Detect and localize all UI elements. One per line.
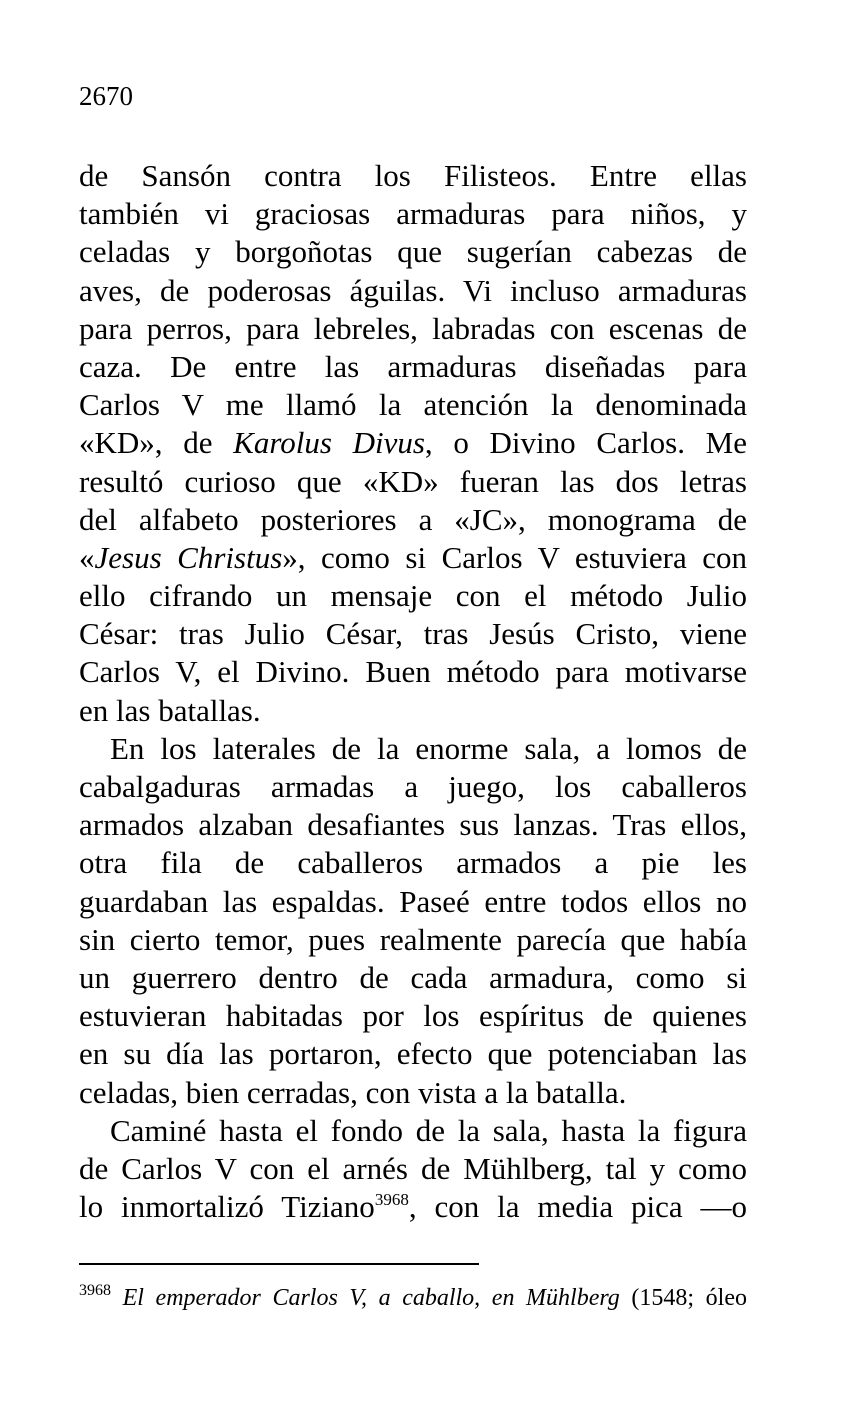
italic-title: Jesus Christus <box>94 539 283 575</box>
text-line: cabalgaduras armadas a juego, los caballeros <box>79 769 747 804</box>
text-line: César: tras Julio César, tras Jesús Cristo, viene <box>79 616 747 652</box>
text-segment: , con la media pica —o <box>408 1189 747 1225</box>
footnote-divider <box>79 1263 479 1265</box>
text-line <box>79 539 747 577</box>
text-line: guardaban las espaldas. Paseé entre todos ellos no <box>79 883 747 919</box>
text-line: un guerrero dentro de cada armadura, como si <box>79 959 747 995</box>
text-line: de Sansón contra los Filisteos. Entre ellas <box>79 158 747 193</box>
footnote-text: (1548; óleo <box>619 1285 748 1311</box>
text-line: resultó curioso que «KD» fueran las dos letras <box>79 463 747 499</box>
text-line: celadas y borgoñotas que sugerían cabezas de <box>79 234 747 270</box>
body-text <box>79 157 747 1226</box>
text-line: Carlos V, el Divino. Buen método para motivarse <box>79 654 747 690</box>
footnote <box>79 1282 747 1314</box>
text-line: en las batallas. <box>79 692 261 728</box>
text-line: celadas, bien cerradas, con vista a la batalla. <box>79 1074 627 1110</box>
footnote-marker: 3968 <box>79 1282 111 1299</box>
text-segment: « <box>79 539 95 575</box>
text-segment: , o Divino Carlos. Me <box>424 425 747 461</box>
text-segment: «KD», de <box>79 425 234 461</box>
text-line: para perros, para lebreles, labradas con escenas de <box>79 310 747 346</box>
text-segment: », como si Carlos V estuviera con <box>282 539 747 575</box>
text-line: armados alzaban desafiantes sus lanzas. Tras ellos, <box>79 807 747 843</box>
italic-title: Karolus Divus <box>233 425 425 461</box>
footnote-italic-title: El emperador Carlos V, a caballo, en Mühlberg <box>122 1285 620 1311</box>
text-line: sin cierto temor, pues realmente parecía que había <box>79 921 747 957</box>
text-line: Caminé hasta el fondo de la sala, hasta la figura <box>110 1112 747 1148</box>
text-line: en su día las portaron, efecto que potenciaban las <box>79 1036 747 1072</box>
text-segment: lo inmortalizó Tiziano <box>79 1189 375 1225</box>
text-line: caza. De entre las armaduras diseñadas para <box>79 348 747 384</box>
text-line: Carlos V me llamó la atención la denominada <box>79 387 747 423</box>
text-line: del alfabeto posteriores a «JC», monograma de <box>79 501 747 537</box>
text-line <box>79 1188 747 1226</box>
text-line: también vi graciosas armaduras para niños, y <box>79 196 747 232</box>
text-line: de Carlos V con el arnés de Mühlberg, tal y como <box>79 1150 747 1186</box>
page-number: 2670 <box>79 81 133 111</box>
text-line: otra fila de caballeros armados a pie les <box>79 845 747 881</box>
text-line: ello cifrando un mensaje con el método Julio <box>79 578 747 614</box>
text-line: En los laterales de la enorme sala, a lomos de <box>110 730 747 766</box>
text-line <box>79 424 747 462</box>
footnote-reference[interactable]: 3968 <box>374 1190 409 1210</box>
text-line: aves, de poderosas águilas. Vi incluso armaduras <box>79 272 747 308</box>
text-line: estuvieran habitadas por los espíritus de quienes <box>79 998 747 1034</box>
